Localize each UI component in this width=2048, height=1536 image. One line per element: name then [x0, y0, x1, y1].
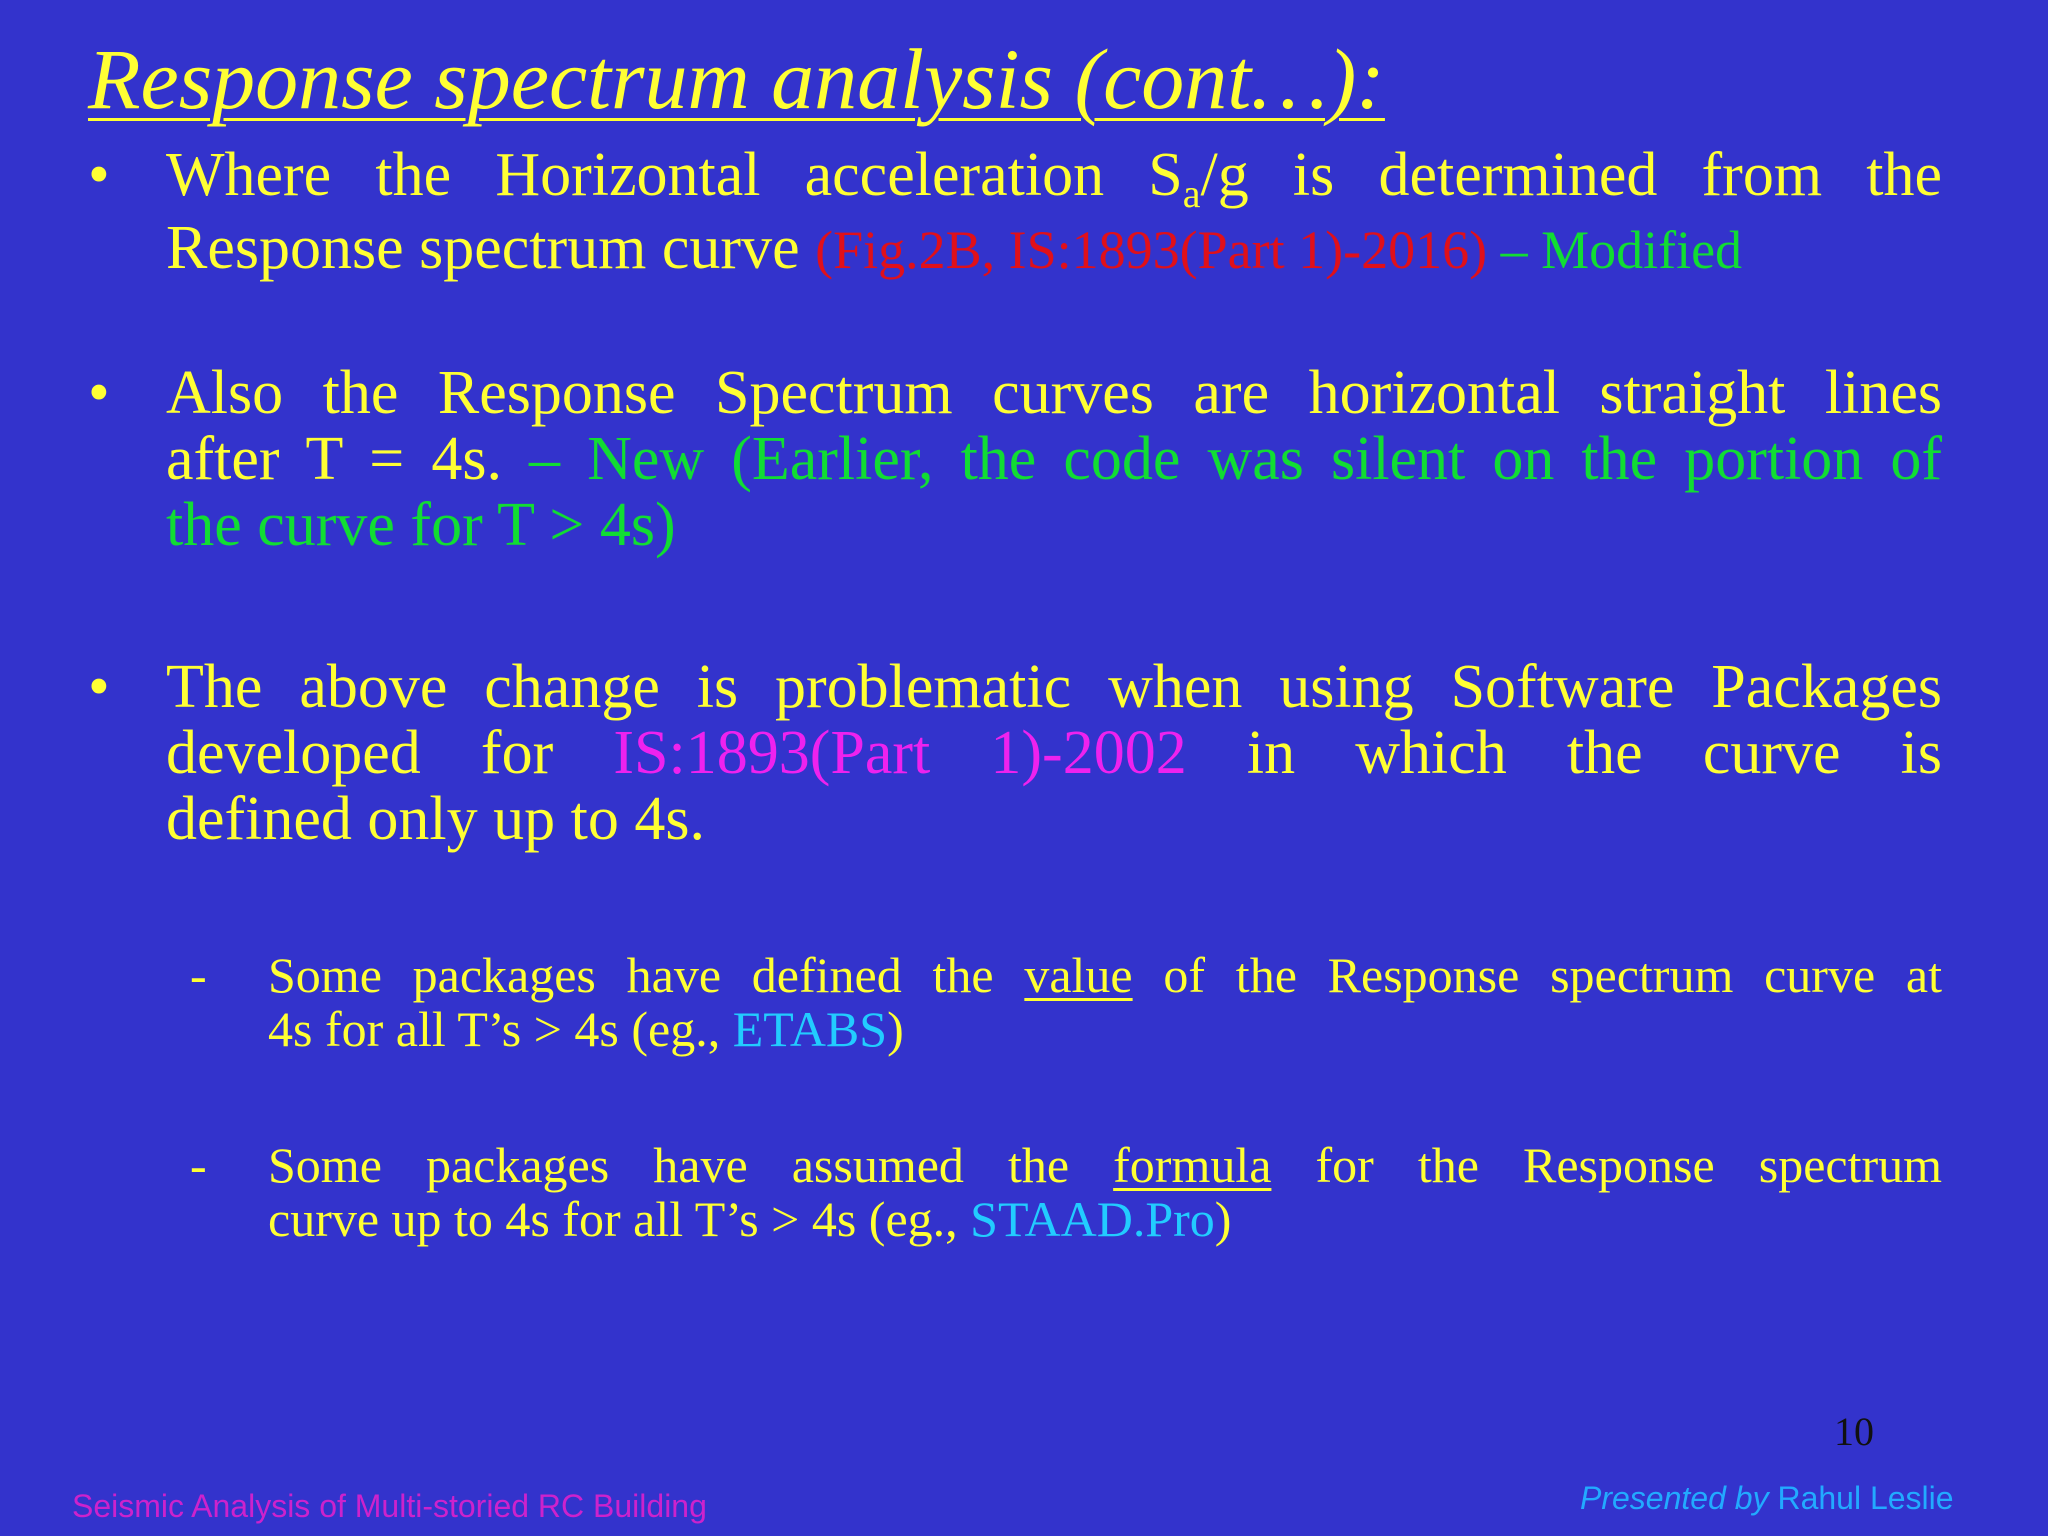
subscript-a: a — [1182, 171, 1201, 216]
dash-marker: - — [190, 947, 207, 1003]
presented-by-label: Presented by — [1580, 1480, 1769, 1516]
code-reference-2002: IS:1893(Part 1)-2002 — [613, 719, 1187, 787]
bullet-2-line-1: Also the Response Spectrum curves are horizontal straight lines — [166, 359, 1942, 427]
software-staad-pro: STAAD.Pro — [970, 1191, 1215, 1247]
page-number: 10 — [1834, 1409, 1874, 1454]
bullet-dot: • — [88, 141, 110, 209]
formula-underlined: formula — [1113, 1137, 1272, 1193]
value-underlined: value — [1024, 947, 1133, 1003]
bullet-1-text — [166, 142, 1942, 283]
bullet-2-line-2: after T = 4s. – New (Earlier, the code was silent on the portion of — [166, 425, 1943, 493]
sub-bullet-2-text — [268, 1138, 1942, 1246]
modified-note: – Modified — [1487, 220, 1743, 280]
bullet-dot: • — [88, 653, 110, 721]
sub-bullet-2-line-1: Some packages have assumed the formula for the Response spectrum — [268, 1137, 1943, 1193]
sub-bullet-2-line-2: curve up to 4s for all T’s > 4s (eg., STAAD.Pro) — [268, 1191, 1232, 1247]
bullet-3-line-1: The above change is problematic when using Software Packages — [166, 653, 1942, 721]
bullet-1-line-1: Where the Horizontal acceleration Sa/g is determined from the — [166, 141, 1942, 216]
code-reference-2016: (Fig.2B, IS:1893(Part 1)-2016) — [815, 220, 1488, 280]
author-name: Rahul Leslie — [1777, 1480, 1954, 1516]
bullet-2-text — [166, 360, 1942, 558]
bullet-3-line-2: developed for IS:1893(Part 1)-2002 in which the curve is — [166, 719, 1943, 787]
bullet-1-line-2: Response spectrum curve (Fig.2B, IS:1893(Part 1)-2016) – Modified — [166, 214, 1743, 282]
sub-bullet-1-line-1: Some packages have defined the value of the Response spectrum curve at — [268, 947, 1942, 1003]
slide-title: Response spectrum analysis (cont…): — [88, 31, 1385, 127]
footer-presenter — [1580, 1480, 1954, 1517]
footer-course-title: Seismic Analysis of Multi-storied RC Building — [72, 1488, 707, 1524]
bullet-3-line-3: defined only up to 4s. — [166, 785, 705, 853]
software-etabs: ETABS — [732, 1001, 888, 1057]
bullet-dot: • — [88, 359, 110, 427]
dash-marker: - — [190, 1137, 207, 1193]
bullet-2-line-3: the curve for T > 4s) — [166, 491, 676, 559]
bullet-3-text — [166, 654, 1942, 852]
sub-bullet-1-line-2: 4s for all T’s > 4s (eg., ETABS) — [268, 1001, 904, 1057]
new-note: – New (Earlier, the code was silent on the portion of — [501, 425, 1943, 493]
sub-bullet-1-text — [268, 948, 1942, 1056]
